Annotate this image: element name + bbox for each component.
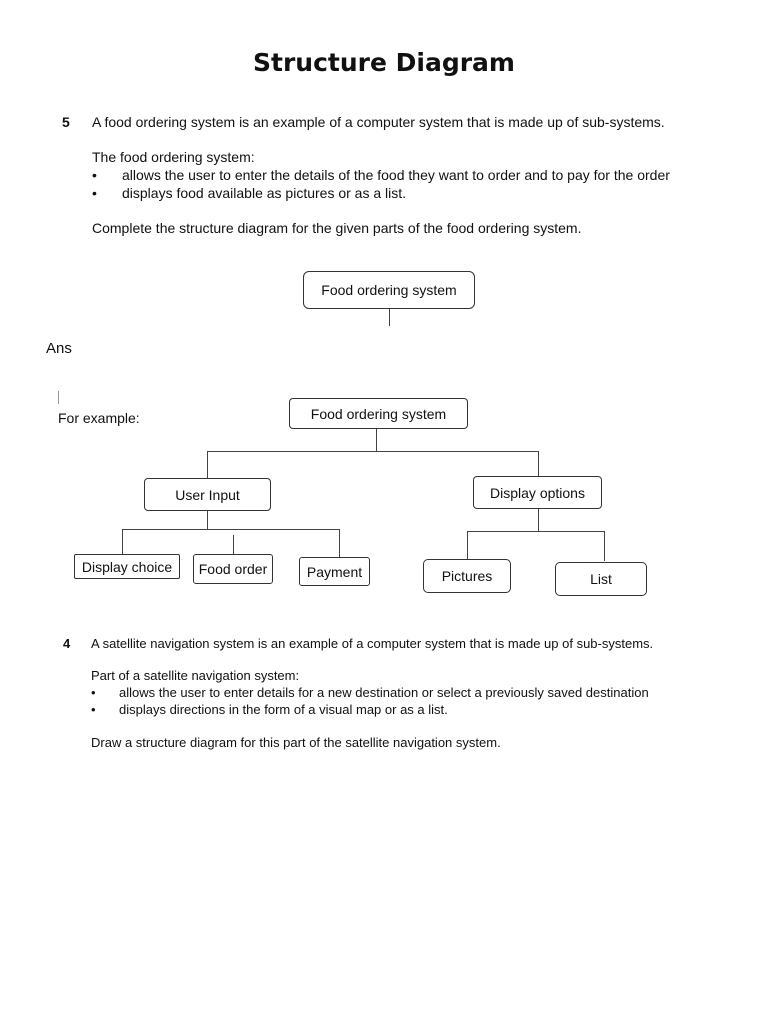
connector-line [467,531,468,559]
question-5-bullets [92,167,712,203]
bullet-text: allows the user to enter details for a new destination or select a previously saved destination [119,685,649,700]
bullet-text: allows the user to enter the details of the food they want to order and to pay for the order [122,167,670,183]
display-choice-box: Display choice [74,554,180,579]
bullet-symbol: • [91,685,96,700]
connector-line [207,511,208,529]
connector-line [467,531,605,532]
bullet-item [91,702,691,719]
question-4-intro: A satellite navigation system is an example of a computer system that is made up of sub-systems. [91,636,654,651]
payment-box: Payment [299,557,370,586]
question-4-bullets [91,685,691,719]
connector-line [538,451,539,476]
bullet-item [92,167,712,185]
question-top-box: Food ordering system [303,271,475,309]
connector-line [376,429,377,451]
connector-line [339,529,340,557]
connector-line [604,531,605,561]
connector-line [122,529,340,530]
user-input-box: User Input [144,478,271,511]
question-5-instruction: Complete the structure diagram for the given parts of the food ordering system. [92,220,582,236]
list-box: List [555,562,647,596]
bullet-symbol: • [91,702,96,717]
connector-line [207,451,208,478]
bullet-item [91,685,691,702]
bullet-symbol: • [92,185,97,201]
diagram-root-box: Food ordering system [289,398,468,429]
connector-line [538,509,539,531]
answer-label: Ans [46,340,72,357]
connector-line [207,451,539,452]
connector-line [233,535,234,554]
margin-mark [58,391,59,404]
question-4-number: 4 [63,636,71,651]
bullet-text: displays directions in the form of a visual map or as a list. [119,702,448,717]
question-5-lead: The food ordering system: [92,149,255,165]
connector-line [389,309,390,326]
question-5-intro: A food ordering system is an example of a computer system that is made up of sub-systems. [92,114,665,130]
example-label: For example: [58,410,140,426]
connector-line [122,529,123,554]
question-4-instruction: Draw a structure diagram for this part of the satellite navigation system. [91,735,501,750]
bullet-symbol: • [92,167,97,183]
question-5-number: 5 [62,114,70,130]
question-4-lead: Part of a satellite navigation system: [91,668,300,683]
display-options-box: Display options [473,476,602,509]
food-order-box: Food order [193,554,273,584]
bullet-item [92,185,712,203]
bullet-text: displays food available as pictures or as a list. [122,185,407,201]
pictures-box: Pictures [423,559,511,593]
page-title: Structure Diagram [253,48,515,77]
